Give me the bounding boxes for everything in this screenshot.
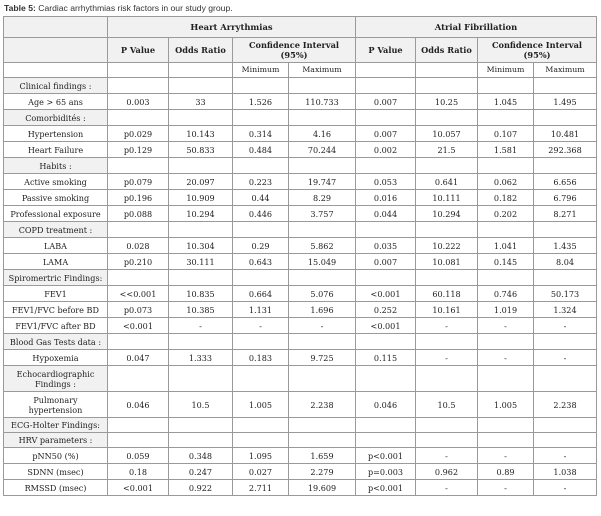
- data-cell: 0.035: [356, 238, 416, 254]
- empty-cell: [169, 158, 233, 174]
- data-cell: p0.088: [108, 206, 169, 222]
- header-maximum: Maximum: [534, 63, 597, 78]
- data-cell: -: [478, 448, 534, 464]
- row-label: LABA: [4, 238, 108, 254]
- data-cell: 70.244: [289, 142, 356, 158]
- data-cell: 3.757: [289, 206, 356, 222]
- data-cell: p0.210: [108, 254, 169, 270]
- data-cell: p=0.003: [356, 464, 416, 480]
- section-label: HRV parameters :: [4, 433, 108, 448]
- data-cell: 0.028: [108, 238, 169, 254]
- data-cell: 10.057: [416, 126, 478, 142]
- data-cell: 0.053: [356, 174, 416, 190]
- empty-cell: [233, 418, 289, 433]
- data-cell: -: [534, 318, 597, 334]
- empty-cell: [169, 222, 233, 238]
- empty-cell: [356, 366, 416, 392]
- data-cell: p0.196: [108, 190, 169, 206]
- data-cell: 0.247: [169, 464, 233, 480]
- empty-cell: [108, 63, 169, 78]
- empty-cell: [108, 270, 169, 286]
- data-cell: 0.202: [478, 206, 534, 222]
- empty-cell: [478, 418, 534, 433]
- data-cell: 60.118: [416, 286, 478, 302]
- section-row: [4, 418, 597, 433]
- empty-cell: [169, 334, 233, 350]
- header-minimum: Minimum: [233, 63, 289, 78]
- data-cell: 0.047: [108, 350, 169, 366]
- data-cell: p<0.001: [356, 448, 416, 464]
- table-row: [4, 206, 597, 222]
- empty-cell: [289, 78, 356, 94]
- data-cell: 8.04: [534, 254, 597, 270]
- empty-cell: [356, 158, 416, 174]
- data-cell: 5.862: [289, 238, 356, 254]
- empty-cell: [356, 433, 416, 448]
- row-label: Active smoking: [4, 174, 108, 190]
- data-cell: 1.131: [233, 302, 289, 318]
- data-cell: 0.007: [356, 126, 416, 142]
- data-cell: 0.007: [356, 254, 416, 270]
- row-label: FEV1: [4, 286, 108, 302]
- section-row: [4, 270, 597, 286]
- data-cell: 15.049: [289, 254, 356, 270]
- data-cell: <0.001: [108, 480, 169, 496]
- data-cell: 10.304: [169, 238, 233, 254]
- empty-cell: [356, 78, 416, 94]
- row-label: FEV1/FVC after BD: [4, 318, 108, 334]
- section-label: Clinical findings :: [4, 78, 108, 94]
- data-cell: -: [289, 318, 356, 334]
- empty-cell: [108, 433, 169, 448]
- data-cell: 1.659: [289, 448, 356, 464]
- data-cell: 0.746: [478, 286, 534, 302]
- data-cell: 10.222: [416, 238, 478, 254]
- table-row: [4, 142, 597, 158]
- data-cell: 10.5: [169, 392, 233, 418]
- data-cell: 4.16: [289, 126, 356, 142]
- empty-cell: [169, 418, 233, 433]
- empty-cell: [478, 433, 534, 448]
- data-cell: 1.526: [233, 94, 289, 110]
- data-cell: 0.89: [478, 464, 534, 480]
- empty-cell: [169, 63, 233, 78]
- data-cell: 0.002: [356, 142, 416, 158]
- data-cell: 1.435: [534, 238, 597, 254]
- column-header-row: [4, 38, 597, 63]
- empty-cell: [289, 158, 356, 174]
- data-cell: 10.481: [534, 126, 597, 142]
- data-cell: 6.656: [534, 174, 597, 190]
- data-cell: 1.333: [169, 350, 233, 366]
- empty-cell: [416, 418, 478, 433]
- data-cell: 0.252: [356, 302, 416, 318]
- empty-cell: [416, 158, 478, 174]
- data-cell: -: [478, 318, 534, 334]
- table-row: [4, 318, 597, 334]
- empty-cell: [534, 334, 597, 350]
- empty-cell: [233, 270, 289, 286]
- data-cell: 50.173: [534, 286, 597, 302]
- empty-cell: [416, 63, 478, 78]
- data-cell: 292.368: [534, 142, 597, 158]
- data-cell: 1.038: [534, 464, 597, 480]
- data-cell: 2.279: [289, 464, 356, 480]
- header-p-value: P Value: [356, 38, 416, 63]
- empty-cell: [534, 110, 597, 126]
- empty-cell: [289, 270, 356, 286]
- row-label: LAMA: [4, 254, 108, 270]
- data-cell: -: [534, 350, 597, 366]
- data-cell: 0.044: [356, 206, 416, 222]
- empty-cell: [233, 78, 289, 94]
- data-cell: <<0.001: [108, 286, 169, 302]
- row-label: RMSSD (msec): [4, 480, 108, 496]
- data-cell: 0.183: [233, 350, 289, 366]
- table-row: [4, 448, 597, 464]
- empty-cell: [416, 334, 478, 350]
- empty-cell: [4, 63, 108, 78]
- data-cell: 0.107: [478, 126, 534, 142]
- data-cell: 1.581: [478, 142, 534, 158]
- data-cell: -: [416, 350, 478, 366]
- data-cell: 2.238: [534, 392, 597, 418]
- corner-cell: [4, 17, 108, 38]
- table-row: [4, 464, 597, 480]
- section-label: ECG-Holter Findings:: [4, 418, 108, 433]
- data-cell: 1.005: [233, 392, 289, 418]
- table-caption: [4, 3, 233, 13]
- empty-cell: [478, 270, 534, 286]
- empty-cell: [478, 366, 534, 392]
- data-cell: p<0.001: [356, 480, 416, 496]
- data-cell: 5.076: [289, 286, 356, 302]
- data-cell: 0.016: [356, 190, 416, 206]
- empty-cell: [108, 158, 169, 174]
- data-cell: 10.25: [416, 94, 478, 110]
- caption-prefix: Table 5:: [4, 3, 36, 13]
- header-confidence-interval: Confidence Interval (95%): [478, 38, 597, 63]
- data-cell: -: [416, 318, 478, 334]
- section-row: [4, 334, 597, 350]
- table-row: [4, 190, 597, 206]
- empty-cell: [416, 222, 478, 238]
- data-cell: 10.835: [169, 286, 233, 302]
- data-cell: 1.045: [478, 94, 534, 110]
- section-row: [4, 78, 597, 94]
- row-label: SDNN (msec): [4, 464, 108, 480]
- table-row: [4, 392, 597, 418]
- group-atrial-fibrillation: Atrial Fibrillation: [356, 17, 597, 38]
- data-cell: 0.664: [233, 286, 289, 302]
- row-label: Professional exposure: [4, 206, 108, 222]
- data-cell: 1.041: [478, 238, 534, 254]
- data-cell: 10.909: [169, 190, 233, 206]
- empty-cell: [108, 418, 169, 433]
- empty-cell: [478, 222, 534, 238]
- header-maximum: Maximum: [289, 63, 356, 78]
- data-cell: 10.5: [416, 392, 478, 418]
- empty-cell: [108, 334, 169, 350]
- subheader-row: [4, 63, 597, 78]
- empty-cell: [169, 110, 233, 126]
- header-odds-ratio: Odds Ratio: [169, 38, 233, 63]
- empty-cell: [289, 222, 356, 238]
- data-cell: 0.182: [478, 190, 534, 206]
- data-cell: 0.059: [108, 448, 169, 464]
- data-cell: 33: [169, 94, 233, 110]
- data-cell: p0.073: [108, 302, 169, 318]
- empty-cell: [169, 433, 233, 448]
- empty-cell: [478, 158, 534, 174]
- empty-cell: [356, 110, 416, 126]
- table-row: [4, 480, 597, 496]
- empty-cell: [356, 63, 416, 78]
- section-row: [4, 110, 597, 126]
- data-cell: 0.348: [169, 448, 233, 464]
- data-cell: 0.046: [108, 392, 169, 418]
- data-cell: 0.314: [233, 126, 289, 142]
- group-header-row: [4, 17, 597, 38]
- empty-cell: [478, 78, 534, 94]
- empty-cell: [233, 366, 289, 392]
- data-cell: 19.747: [289, 174, 356, 190]
- group-heart-arrythmias: Heart Arrythmias: [108, 17, 356, 38]
- empty-cell: [356, 270, 416, 286]
- header-confidence-interval: Confidence Interval (95%): [233, 38, 356, 63]
- data-cell: -: [534, 448, 597, 464]
- header-odds-ratio: Odds Ratio: [416, 38, 478, 63]
- row-label: Pulmonary hypertension: [4, 392, 108, 418]
- data-cell: 9.725: [289, 350, 356, 366]
- section-label: COPD treatment :: [4, 222, 108, 238]
- empty-cell: [233, 158, 289, 174]
- empty-cell: [416, 366, 478, 392]
- data-cell: 1.095: [233, 448, 289, 464]
- data-cell: 0.145: [478, 254, 534, 270]
- risk-factors-table: [3, 16, 597, 496]
- table-row: [4, 126, 597, 142]
- empty-cell: [356, 334, 416, 350]
- table-row: [4, 286, 597, 302]
- data-cell: p0.129: [108, 142, 169, 158]
- table-row: [4, 302, 597, 318]
- data-cell: -: [169, 318, 233, 334]
- data-cell: 0.18: [108, 464, 169, 480]
- data-cell: 8.29: [289, 190, 356, 206]
- section-row: [4, 433, 597, 448]
- empty-cell: [233, 334, 289, 350]
- empty-cell: [478, 110, 534, 126]
- table-row: [4, 350, 597, 366]
- data-cell: 1.005: [478, 392, 534, 418]
- data-cell: 10.385: [169, 302, 233, 318]
- empty-cell: [233, 222, 289, 238]
- empty-cell: [534, 78, 597, 94]
- empty-cell: [534, 418, 597, 433]
- section-label: Spiromertric Findings:: [4, 270, 108, 286]
- data-cell: 10.294: [169, 206, 233, 222]
- table-row: [4, 254, 597, 270]
- empty-cell: [169, 270, 233, 286]
- empty-cell: [416, 433, 478, 448]
- section-label: Habits :: [4, 158, 108, 174]
- data-cell: -: [478, 480, 534, 496]
- empty-cell: [416, 270, 478, 286]
- data-cell: -: [416, 448, 478, 464]
- data-cell: 10.161: [416, 302, 478, 318]
- empty-cell: [108, 110, 169, 126]
- data-cell: 10.143: [169, 126, 233, 142]
- empty-cell: [534, 222, 597, 238]
- data-cell: 0.44: [233, 190, 289, 206]
- empty-cell: [233, 433, 289, 448]
- empty-cell: [289, 366, 356, 392]
- section-label: Echocardiographic Findings :: [4, 366, 108, 392]
- data-cell: 0.027: [233, 464, 289, 480]
- section-row: [4, 222, 597, 238]
- data-cell: -: [534, 480, 597, 496]
- empty-cell: [289, 433, 356, 448]
- data-cell: -: [233, 318, 289, 334]
- data-cell: 20.097: [169, 174, 233, 190]
- data-cell: 0.643: [233, 254, 289, 270]
- table-row: [4, 174, 597, 190]
- data-cell: 1.696: [289, 302, 356, 318]
- data-cell: 0.223: [233, 174, 289, 190]
- data-cell: 2.711: [233, 480, 289, 496]
- data-cell: 0.046: [356, 392, 416, 418]
- empty-cell: [356, 222, 416, 238]
- data-cell: 0.29: [233, 238, 289, 254]
- data-cell: 2.238: [289, 392, 356, 418]
- row-label: Hypertension: [4, 126, 108, 142]
- table-row: [4, 238, 597, 254]
- row-label: Hypoxemia: [4, 350, 108, 366]
- row-label: Age > 65 ans: [4, 94, 108, 110]
- data-cell: 0.922: [169, 480, 233, 496]
- empty-cell: [416, 110, 478, 126]
- empty-cell: [534, 433, 597, 448]
- data-cell: 8.271: [534, 206, 597, 222]
- data-cell: 1.495: [534, 94, 597, 110]
- data-cell: 1.324: [534, 302, 597, 318]
- empty-cell: [233, 110, 289, 126]
- empty-cell: [289, 110, 356, 126]
- data-cell: 50.833: [169, 142, 233, 158]
- data-cell: 110.733: [289, 94, 356, 110]
- data-cell: 0.062: [478, 174, 534, 190]
- data-cell: 0.003: [108, 94, 169, 110]
- empty-cell: [289, 418, 356, 433]
- empty-cell: [534, 366, 597, 392]
- section-label: Comorbidités :: [4, 110, 108, 126]
- data-cell: 0.484: [233, 142, 289, 158]
- data-cell: 0.115: [356, 350, 416, 366]
- empty-cell: [289, 334, 356, 350]
- header-minimum: Minimum: [478, 63, 534, 78]
- data-cell: <0.001: [356, 318, 416, 334]
- empty-cell: [478, 334, 534, 350]
- header-p-value: P Value: [108, 38, 169, 63]
- row-label: Passive smoking: [4, 190, 108, 206]
- data-cell: 10.081: [416, 254, 478, 270]
- data-cell: <0.001: [356, 286, 416, 302]
- data-cell: 0.007: [356, 94, 416, 110]
- row-label: Heart Failure: [4, 142, 108, 158]
- data-cell: -: [416, 480, 478, 496]
- data-cell: 10.294: [416, 206, 478, 222]
- data-cell: 21.5: [416, 142, 478, 158]
- section-row: [4, 158, 597, 174]
- caption-text: Cardiac arrhythmias risk factors in our study group.: [35, 3, 233, 13]
- empty-cell: [169, 78, 233, 94]
- empty-cell: [416, 78, 478, 94]
- section-label: Blood Gas Tests data :: [4, 334, 108, 350]
- data-cell: <0.001: [108, 318, 169, 334]
- data-cell: -: [478, 350, 534, 366]
- empty-cell: [169, 366, 233, 392]
- empty-cell: [108, 78, 169, 94]
- row-label: FEV1/FVC before BD: [4, 302, 108, 318]
- data-cell: 30.111: [169, 254, 233, 270]
- data-cell: 1.019: [478, 302, 534, 318]
- header-empty: [4, 38, 108, 63]
- empty-cell: [534, 158, 597, 174]
- section-row: [4, 366, 597, 392]
- data-cell: p0.029: [108, 126, 169, 142]
- table-row: [4, 94, 597, 110]
- empty-cell: [108, 366, 169, 392]
- empty-cell: [108, 222, 169, 238]
- data-cell: 19.609: [289, 480, 356, 496]
- data-cell: 6.796: [534, 190, 597, 206]
- empty-cell: [534, 270, 597, 286]
- empty-cell: [356, 418, 416, 433]
- data-cell: 10.111: [416, 190, 478, 206]
- row-label: pNN50 (%): [4, 448, 108, 464]
- data-cell: 0.962: [416, 464, 478, 480]
- data-cell: p0.079: [108, 174, 169, 190]
- data-cell: 0.446: [233, 206, 289, 222]
- data-cell: 0.641: [416, 174, 478, 190]
